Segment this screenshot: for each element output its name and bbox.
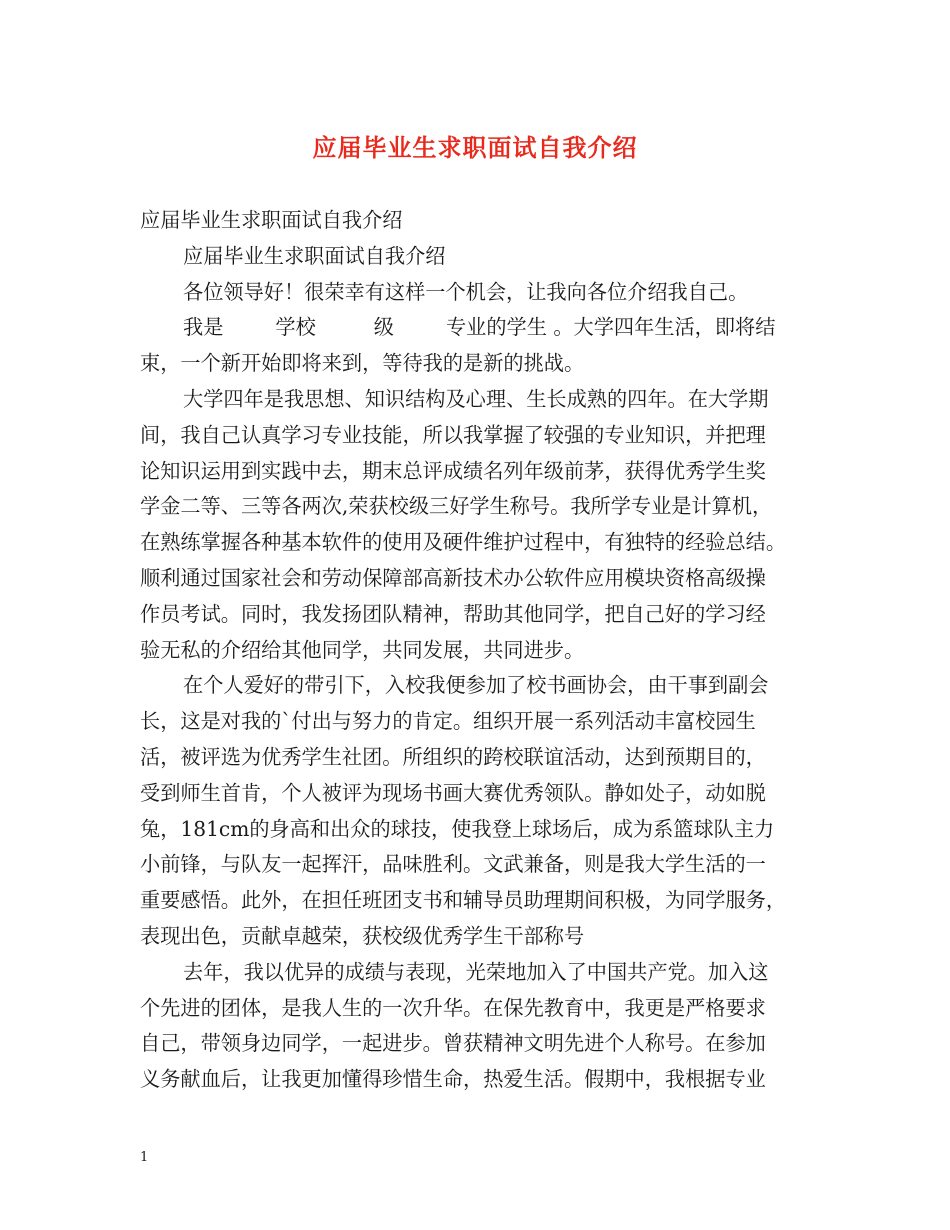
- paragraph-line: 兔，181cm的身高和出众的球技，使我登上球场后，成为系篮球队主力: [140, 816, 775, 841]
- document-body: [140, 203, 820, 1098]
- paragraph-line: 学金二等、三等各两次,荣获校级三好学生称号。我所学专业是计算机，: [140, 494, 773, 519]
- paragraph-line: 自己，带领身边同学，一起进步。曾获精神文明先进个人称号。在参加: [140, 1031, 766, 1056]
- paragraph-line: 在熟练掌握各种基本软件的使用及硬件维护过程中，有独特的经验总结。: [140, 530, 787, 555]
- paragraph-line: 作员考试。同时，我发扬团队精神，帮助其他同学，把自己好的学习经: [140, 601, 766, 626]
- paragraph-line: 重要感悟。此外，在担任班团支书和辅导员助理期间积极，为同学服务，: [140, 888, 787, 913]
- intro-segment-school: 学校: [275, 315, 316, 340]
- subheading-line: 应届毕业生求职面试自我介绍: [183, 243, 446, 268]
- paragraph-line: 表现出色，贡献卓越荣，获校级优秀学生干部称号: [140, 923, 585, 948]
- intro-line: [140, 310, 820, 346]
- intro-segment-grade: 级: [373, 315, 394, 340]
- paragraph-line: 小前锋，与队友一起挥汗，品味胜利。文武兼备，则是我大学生活的一: [140, 852, 766, 877]
- paragraph-line: 受到师生首肯，个人被评为现场书画大赛优秀领队。静如处子，动如脱: [140, 780, 766, 805]
- paragraph-line: 在个人爱好的带引下，入校我便参加了校书画协会，由干事到副会: [183, 673, 769, 698]
- paragraph-line: 束，一个新开始即将来到，等待我的是新的挑战。: [140, 351, 585, 376]
- heading-line: 应届毕业生求职面试自我介绍: [140, 208, 403, 232]
- document-title: 应届毕业生求职面试自我介绍: [312, 134, 638, 162]
- paragraph-line: 论知识运用到实践中去，期末总评成绩名列年级前茅，获得优秀学生奖: [140, 458, 766, 483]
- paragraph-line: 义务献血后，让我更加懂得珍惜生命，热爱生活。假期中，我根据专业: [140, 1067, 766, 1092]
- paragraph-line: 验无私的介绍给其他同学，共同发展，共同进步。: [140, 637, 585, 662]
- paragraph-line: 间，我自己认真学习专业技能，所以我掌握了较强的专业知识，并把理: [140, 422, 766, 447]
- greeting-line: 各位领导好！很荣幸有这样一个机会，让我向各位介绍我自己。: [183, 279, 749, 304]
- paragraph-line: 顺利通过国家社会和劳动保障部高新技术办公软件应用模块资格高级操: [140, 565, 766, 590]
- paragraph-line: 大学四年是我思想、知识结构及心理、生长成熟的四年。在大学期: [183, 386, 769, 411]
- intro-segment-1: 我是: [183, 315, 224, 340]
- paragraph-line: 去年，我以优异的成绩与表现，光荣地加入了中国共产党。加入这: [183, 959, 769, 984]
- paragraph-line: 个先进的团体，是我人生的一次升华。在保先教育中，我更是严格要求: [140, 995, 766, 1020]
- page-number: 1: [140, 1150, 149, 1165]
- paragraph-line: 活，被评选为优秀学生社团。所组织的跨校联谊活动，达到预期目的，: [140, 744, 766, 769]
- intro-segment-major: 专业的学生 。大学四年生活，即将结: [445, 315, 776, 340]
- paragraph-line: 长，这是对我的`付出与努力的肯定。组织开展一系列活动丰富校园生: [140, 709, 756, 734]
